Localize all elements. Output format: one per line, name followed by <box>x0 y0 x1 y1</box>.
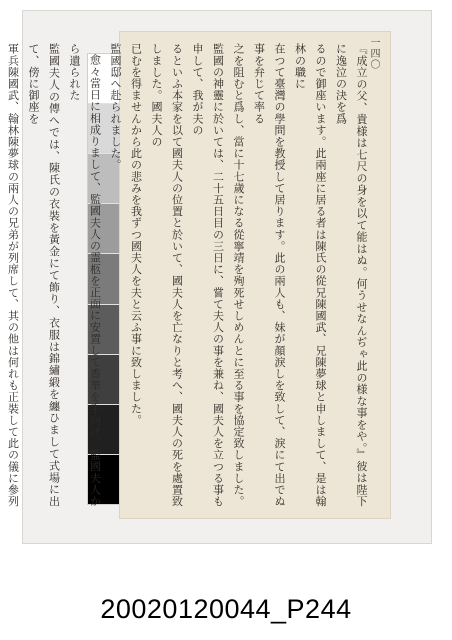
text-column: 『成立の父、貴様は七尺の身を以て能はぬ。何うせなんぢゃ此の様な事をや。』彼は陛下に逸泣の決を爲 <box>334 43 368 507</box>
text-column: 監國夫人の傳へでは、陳氏の衣裝を黃金にて飾り、衣服は錦繡緞を纏ひまして式場に出て、傍に御座を <box>27 43 61 507</box>
text-column: 監國の神靈に於いては、二十五日目の三日に、嘗て夫人の事を兼ね、國夫人を立つる事も申して、我が夫の <box>191 43 225 507</box>
text-column: るので御座います。此兩座に居る者は陳氏の從兄陳國武、兄陳夢球と申しまして、是は翰林の職に <box>293 43 327 507</box>
vertical-body-text <box>6 43 371 507</box>
page-number: 一四〇 <box>368 37 379 70</box>
text-column: 軍兵陳國武、翰林陳夢球の兩人の兄弟が列席して、其の他は何れも正裝して此の儀に參列 <box>6 43 20 507</box>
text-column: 之を阻むと爲し、當に十七歲になる從寧靖を殉死せしめんとに至る事を協定致しました。 <box>232 43 245 507</box>
text-column: 愈々當日に相成りまして、監國夫人の霊柩を正面に安置して香華を手向け、監國夫人から遺られた <box>68 43 102 507</box>
text-column: 在つて臺灣の學問を教授して居ります。此の兩人も、妹が顏淚しを致して、淚にて出でぬ事を弁じて率る <box>252 43 286 507</box>
text-column: 已むを得ませんから此の悲みを我ずつ國夫人を夫と云ふ事に致しました。 <box>129 43 143 426</box>
book-page <box>6 31 391 519</box>
text-column: 監國邸へ赴られました。 <box>109 43 122 171</box>
scan-sheet <box>6 10 432 544</box>
file-identifier-caption: 20020120044_P244 <box>100 594 352 624</box>
text-column: るといふ本家を以て國夫人の位置と於いて、國夫人を亡なりと考へ、國夫人の死を處置致しました。國夫人の <box>150 43 184 507</box>
